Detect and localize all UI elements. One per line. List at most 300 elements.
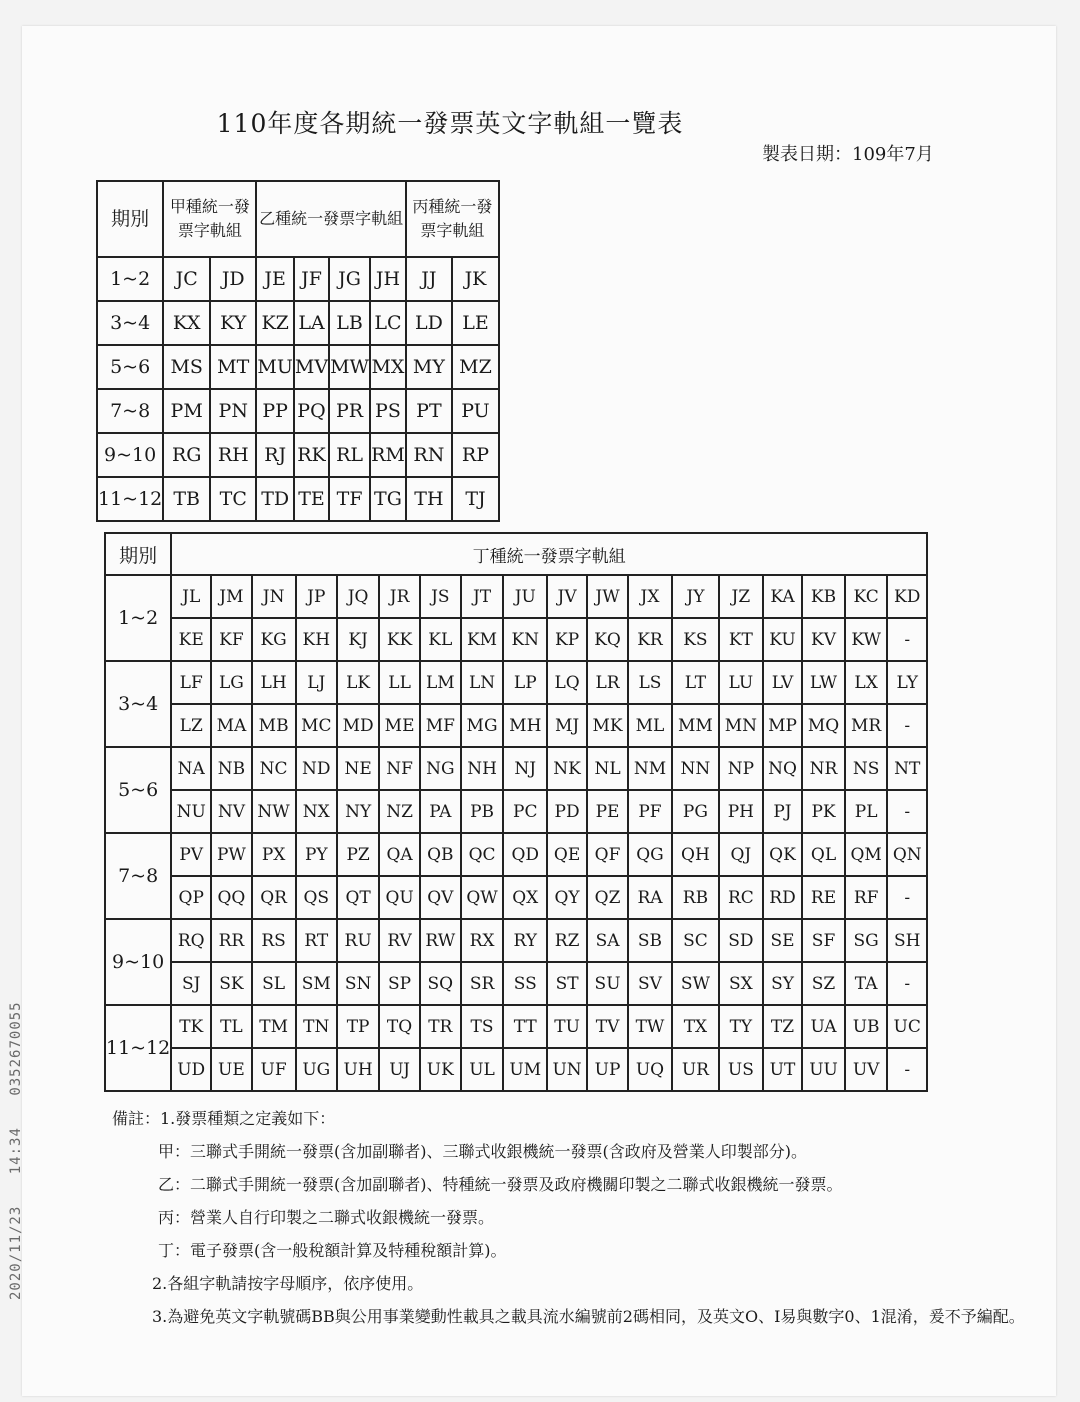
track-code-cell: TD (256, 477, 293, 521)
track-code-cell: KG (252, 618, 296, 661)
track-code-cell: PG (672, 790, 719, 833)
track-code-cell: RE (802, 876, 845, 919)
note-def-yi: 乙：二聯式手開統一發票(含加副聯者)、特種統一發票及政府機關印製之二聯式收銀機統一發票。 (158, 1175, 843, 1194)
track-code-cell: QZ (587, 876, 628, 919)
track-code-cell: LC (370, 301, 406, 345)
track-code-cell: NL (587, 747, 628, 790)
track-code-cell: TQ (379, 1005, 420, 1048)
track-code-cell: RH (210, 433, 256, 477)
track-code-cell: UE (211, 1048, 252, 1091)
track-code-cell: NG (420, 747, 461, 790)
track-code-cell: PH (719, 790, 763, 833)
table-row (97, 257, 499, 301)
track-code-cell: TS (461, 1005, 504, 1048)
track-code-cell: QR (252, 876, 296, 919)
track-code-cell: JS (420, 575, 461, 618)
track-code-cell: TJ (452, 477, 499, 521)
track-code-cell: PC (503, 790, 547, 833)
table-row (105, 962, 927, 1005)
track-code-cell: RT (296, 919, 337, 962)
track-code-cell: MN (719, 704, 763, 747)
track-code-cell: QV (420, 876, 461, 919)
track-code-cell: RK (294, 433, 329, 477)
track-code-cell: SG (845, 919, 888, 962)
track-code-cell: SB (628, 919, 672, 962)
track-code-cell: UP (587, 1048, 628, 1091)
track-code-cell: RU (337, 919, 379, 962)
track-code-cell: RZ (547, 919, 587, 962)
track-code-cell: PM (163, 389, 210, 433)
track-code-cell: JQ (337, 575, 379, 618)
track-code-cell: LM (420, 661, 461, 704)
track-code-cell: JX (628, 575, 672, 618)
track-code-cell: PV (171, 833, 211, 876)
track-code-cell: PY (296, 833, 337, 876)
period-cell: 1~2 (97, 257, 163, 301)
track-code-cell: MQ (802, 704, 845, 747)
track-code-cell: SV (628, 962, 672, 1005)
track-code-cell: SS (503, 962, 547, 1005)
track-code-cell: JW (587, 575, 628, 618)
table-row (105, 1005, 927, 1048)
track-code-cell: QM (845, 833, 888, 876)
track-code-cell: LE (452, 301, 499, 345)
track-code-cell: RA (628, 876, 672, 919)
track-code-cell: KN (503, 618, 547, 661)
track-code-cell: QU (379, 876, 420, 919)
track-code-cell: LD (406, 301, 452, 345)
track-code-cell: ST (547, 962, 587, 1005)
track-code-cell: MS (163, 345, 210, 389)
track-code-cell: QC (461, 833, 504, 876)
track-code-cell: TY (719, 1005, 763, 1048)
track-code-cell: MM (672, 704, 719, 747)
track-code-cell: MZ (452, 345, 499, 389)
track-code-cell: UB (845, 1005, 888, 1048)
note-def-ding: 丁：電子發票(含一般稅額計算及特種稅額計算)。 (158, 1241, 507, 1260)
track-code-cell: JP (296, 575, 337, 618)
table-types-jia-yi-bing (96, 180, 500, 522)
track-code-cell: NT (887, 747, 927, 790)
track-code-cell: MG (461, 704, 504, 747)
track-code-cell: SM (296, 962, 337, 1005)
track-code-cell: LL (379, 661, 420, 704)
track-code-cell: TX (672, 1005, 719, 1048)
period-cell: 9~10 (97, 433, 163, 477)
track-code-cell: - (887, 704, 927, 747)
track-code-cell: RG (163, 433, 210, 477)
track-code-cell: MU (256, 345, 293, 389)
period-cell: 7~8 (97, 389, 163, 433)
track-code-cell: PR (329, 389, 370, 433)
note-def-bing: 丙：營業人自行印製之二聯式收銀機統一發票。 (158, 1208, 495, 1227)
track-code-cell: TC (210, 477, 256, 521)
track-code-cell: UA (802, 1005, 845, 1048)
track-code-cell: QS (296, 876, 337, 919)
track-code-cell: NE (337, 747, 379, 790)
track-code-cell: JY (672, 575, 719, 618)
track-code-cell: NW (252, 790, 296, 833)
track-code-cell: LB (329, 301, 370, 345)
track-code-cell: SU (587, 962, 628, 1005)
track-code-cell: JK (452, 257, 499, 301)
track-code-cell: QB (420, 833, 461, 876)
period-cell: 1~2 (105, 575, 171, 661)
track-code-cell: LT (672, 661, 719, 704)
track-code-cell: NJ (503, 747, 547, 790)
track-code-cell: NX (296, 790, 337, 833)
track-code-cell: MH (503, 704, 547, 747)
track-code-cell: RJ (256, 433, 293, 477)
table-row (105, 1048, 927, 1091)
track-code-cell: PA (420, 790, 461, 833)
track-code-cell: JV (547, 575, 587, 618)
track-code-cell: JM (211, 575, 252, 618)
track-code-cell: LY (887, 661, 927, 704)
track-code-cell: PL (845, 790, 888, 833)
track-code-cell: QA (379, 833, 420, 876)
table-row (105, 919, 927, 962)
track-code-cell: PT (406, 389, 452, 433)
track-code-cell: UL (461, 1048, 504, 1091)
track-code-cell: NU (171, 790, 211, 833)
track-code-cell: NF (379, 747, 420, 790)
track-code-cell: JH (370, 257, 406, 301)
period-cell: 9~10 (105, 919, 171, 1005)
track-code-cell: TA (845, 962, 888, 1005)
track-code-cell: RF (845, 876, 888, 919)
header-ding: 丁種統一發票字軌組 (171, 533, 927, 575)
table-row (105, 790, 927, 833)
note-2: 2.各組字軌請按字母順序，依序使用。 (152, 1274, 424, 1293)
track-code-cell: SL (252, 962, 296, 1005)
track-code-cell: KW (845, 618, 888, 661)
track-code-cell: - (887, 1048, 927, 1091)
track-code-cell: PP (256, 389, 293, 433)
track-code-cell: UD (171, 1048, 211, 1091)
track-code-cell: RB (672, 876, 719, 919)
track-code-cell: UR (672, 1048, 719, 1091)
track-code-cell: PS (370, 389, 406, 433)
track-code-cell: MR (845, 704, 888, 747)
track-code-cell: NZ (379, 790, 420, 833)
track-code-cell: QQ (211, 876, 252, 919)
track-code-cell: KH (296, 618, 337, 661)
track-code-cell: LW (802, 661, 845, 704)
track-code-cell: KE (171, 618, 211, 661)
track-code-cell: MW (329, 345, 370, 389)
track-code-cell: LR (587, 661, 628, 704)
track-code-cell: US (719, 1048, 763, 1091)
track-code-cell: QG (628, 833, 672, 876)
table-row (97, 301, 499, 345)
track-code-cell: QJ (719, 833, 763, 876)
track-code-cell: LJ (296, 661, 337, 704)
table-header-row (97, 181, 499, 257)
table-row (105, 661, 927, 704)
track-code-cell: SW (672, 962, 719, 1005)
period-cell: 7~8 (105, 833, 171, 919)
track-code-cell: SH (887, 919, 927, 962)
track-code-cell: KV (802, 618, 845, 661)
track-code-cell: LS (628, 661, 672, 704)
track-code-cell: PW (211, 833, 252, 876)
track-code-cell: NB (211, 747, 252, 790)
track-code-cell: - (887, 962, 927, 1005)
track-code-cell: PX (252, 833, 296, 876)
period-cell: 5~6 (105, 747, 171, 833)
track-code-cell: KS (672, 618, 719, 661)
header-bing: 丙種統一發票字軌組 (406, 181, 499, 257)
track-code-cell: UC (887, 1005, 927, 1048)
track-code-cell: PE (587, 790, 628, 833)
track-code-cell: LH (252, 661, 296, 704)
track-code-cell: NP (719, 747, 763, 790)
track-code-cell: MC (296, 704, 337, 747)
track-code-cell: LN (461, 661, 504, 704)
track-code-cell: KL (420, 618, 461, 661)
track-code-cell: NV (211, 790, 252, 833)
track-code-cell: QY (547, 876, 587, 919)
track-code-cell: RL (329, 433, 370, 477)
track-code-cell: QF (587, 833, 628, 876)
track-code-cell: PD (547, 790, 587, 833)
track-code-cell: SK (211, 962, 252, 1005)
track-code-cell: TK (171, 1005, 211, 1048)
track-code-cell: UJ (379, 1048, 420, 1091)
track-code-cell: TR (420, 1005, 461, 1048)
document-title: 110年度各期統一發票英文字軌組一覽表 (216, 109, 684, 138)
track-code-cell: MP (763, 704, 802, 747)
track-code-cell: UF (252, 1048, 296, 1091)
track-code-cell: MK (587, 704, 628, 747)
track-code-cell: TE (294, 477, 329, 521)
track-code-cell: KK (379, 618, 420, 661)
track-code-cell: JR (379, 575, 420, 618)
period-cell: 3~4 (97, 301, 163, 345)
track-code-cell: MD (337, 704, 379, 747)
track-code-cell: UK (420, 1048, 461, 1091)
track-code-cell: TH (406, 477, 452, 521)
track-code-cell: RW (420, 919, 461, 962)
track-code-cell: MV (294, 345, 329, 389)
track-code-cell: KZ (256, 301, 293, 345)
note-3: 3.為避免英文字軌號碼BB與公用事業變動性載具之載具流水編號前2碼相同，及英文O、I易與數字0、1混淆，爰不予編配。 (152, 1307, 1025, 1326)
track-code-cell: UH (337, 1048, 379, 1091)
note-def-jia: 甲：三聯式手開統一發票(含加副聯者)、三聯式收銀機統一發票(含政府及營業人印製部分)。 (158, 1142, 807, 1161)
track-code-cell: MF (420, 704, 461, 747)
track-code-cell: LV (763, 661, 802, 704)
track-code-cell: LQ (547, 661, 587, 704)
track-code-cell: PU (452, 389, 499, 433)
track-code-cell: TZ (763, 1005, 802, 1048)
track-code-cell: JL (171, 575, 211, 618)
track-code-cell: TB (163, 477, 210, 521)
track-code-cell: PF (628, 790, 672, 833)
track-code-cell: UQ (628, 1048, 672, 1091)
track-code-cell: LA (294, 301, 329, 345)
table-row (105, 747, 927, 790)
track-code-cell: UG (296, 1048, 337, 1091)
track-code-cell: PN (210, 389, 256, 433)
track-code-cell: PJ (763, 790, 802, 833)
track-code-cell: TM (252, 1005, 296, 1048)
track-code-cell: RY (503, 919, 547, 962)
track-code-cell: SR (461, 962, 504, 1005)
table-type-ding (104, 532, 928, 1092)
track-code-cell: JF (294, 257, 329, 301)
track-code-cell: KA (763, 575, 802, 618)
track-code-cell: TW (628, 1005, 672, 1048)
track-code-cell: KT (719, 618, 763, 661)
track-code-cell: MJ (547, 704, 587, 747)
track-code-cell: PQ (294, 389, 329, 433)
track-code-cell: RX (461, 919, 504, 962)
header-jia: 甲種統一發票字軌組 (163, 181, 256, 257)
track-code-cell: JG (329, 257, 370, 301)
track-code-cell: SP (379, 962, 420, 1005)
track-code-cell: PZ (337, 833, 379, 876)
track-code-cell: LF (171, 661, 211, 704)
header-period: 期別 (105, 533, 171, 575)
track-code-cell: TU (547, 1005, 587, 1048)
track-code-cell: RN (406, 433, 452, 477)
track-code-cell: RR (211, 919, 252, 962)
track-code-cell: MB (252, 704, 296, 747)
track-code-cell: JT (461, 575, 504, 618)
track-code-cell: SN (337, 962, 379, 1005)
track-code-cell: RD (763, 876, 802, 919)
track-code-cell: ND (296, 747, 337, 790)
track-code-cell: SX (719, 962, 763, 1005)
track-code-cell: LX (845, 661, 888, 704)
track-code-cell: JZ (719, 575, 763, 618)
track-code-cell: SD (719, 919, 763, 962)
track-code-cell: RV (379, 919, 420, 962)
track-code-cell: KY (210, 301, 256, 345)
track-code-cell: - (887, 618, 927, 661)
track-code-cell: TL (211, 1005, 252, 1048)
table-header-row (105, 533, 927, 575)
track-code-cell: MA (211, 704, 252, 747)
fax-date: 2020/11/23 (8, 1205, 24, 1300)
track-code-cell: SA (587, 919, 628, 962)
note-1: 備註：1.發票種類之定義如下： (112, 1109, 336, 1128)
track-code-cell: SY (763, 962, 802, 1005)
track-code-cell: SQ (420, 962, 461, 1005)
track-code-cell: JC (163, 257, 210, 301)
track-code-cell: KR (628, 618, 672, 661)
track-code-cell: KJ (337, 618, 379, 661)
track-code-cell: LP (503, 661, 547, 704)
track-code-cell: TG (370, 477, 406, 521)
track-code-cell: QN (887, 833, 927, 876)
track-code-cell: KQ (587, 618, 628, 661)
track-code-cell: SJ (171, 962, 211, 1005)
track-code-cell: QL (802, 833, 845, 876)
track-code-cell: KC (845, 575, 888, 618)
track-code-cell: KX (163, 301, 210, 345)
track-code-cell: QE (547, 833, 587, 876)
track-code-cell: KD (887, 575, 927, 618)
track-code-cell: NA (171, 747, 211, 790)
track-code-cell: QP (171, 876, 211, 919)
track-code-cell: NQ (763, 747, 802, 790)
fax-code: 0352670055 (8, 1001, 24, 1096)
track-code-cell: RP (452, 433, 499, 477)
track-code-cell: UV (845, 1048, 888, 1091)
table-row (105, 575, 927, 618)
track-code-cell: NK (547, 747, 587, 790)
track-code-cell: - (887, 790, 927, 833)
track-code-cell: JD (210, 257, 256, 301)
track-code-cell: JE (256, 257, 293, 301)
track-code-cell: TN (296, 1005, 337, 1048)
header-yi: 乙種統一發票字軌組 (256, 181, 405, 257)
track-code-cell: UM (503, 1048, 547, 1091)
table-row (97, 477, 499, 521)
track-code-cell: TF (329, 477, 370, 521)
track-code-cell: QT (337, 876, 379, 919)
period-cell: 11~12 (97, 477, 163, 521)
header-period: 期別 (97, 181, 163, 257)
table-row (105, 833, 927, 876)
notes (112, 1102, 1025, 1333)
track-code-cell: LK (337, 661, 379, 704)
track-code-cell: TT (503, 1005, 547, 1048)
track-code-cell: JJ (406, 257, 452, 301)
track-code-cell: SE (763, 919, 802, 962)
track-code-cell: QH (672, 833, 719, 876)
fax-timestamp (8, 979, 24, 1300)
track-code-cell: QK (763, 833, 802, 876)
track-code-cell: SC (672, 919, 719, 962)
track-code-cell: JN (252, 575, 296, 618)
table-row (97, 433, 499, 477)
track-code-cell: MT (210, 345, 256, 389)
track-code-cell: NS (845, 747, 888, 790)
track-code-cell: KB (802, 575, 845, 618)
made-date: 製表日期：109年7月 (762, 144, 934, 165)
track-code-cell: KU (763, 618, 802, 661)
track-code-cell: NH (461, 747, 504, 790)
track-code-cell: RS (252, 919, 296, 962)
period-cell: 5~6 (97, 345, 163, 389)
track-code-cell: SF (802, 919, 845, 962)
track-code-cell: NR (802, 747, 845, 790)
track-code-cell: - (887, 876, 927, 919)
track-code-cell: MY (406, 345, 452, 389)
track-code-cell: RC (719, 876, 763, 919)
fax-time: 14:34 (8, 1127, 24, 1175)
track-code-cell: KF (211, 618, 252, 661)
track-code-cell: KM (461, 618, 504, 661)
track-code-cell: NM (628, 747, 672, 790)
table-row (97, 345, 499, 389)
track-code-cell: RM (370, 433, 406, 477)
track-code-cell: LG (211, 661, 252, 704)
track-code-cell: KP (547, 618, 587, 661)
track-code-cell: TV (587, 1005, 628, 1048)
track-code-cell: PK (802, 790, 845, 833)
track-code-cell: LZ (171, 704, 211, 747)
table-row (105, 704, 927, 747)
track-code-cell: NC (252, 747, 296, 790)
track-code-cell: RQ (171, 919, 211, 962)
track-code-cell: NY (337, 790, 379, 833)
track-code-cell: UT (763, 1048, 802, 1091)
track-code-cell: UU (802, 1048, 845, 1091)
